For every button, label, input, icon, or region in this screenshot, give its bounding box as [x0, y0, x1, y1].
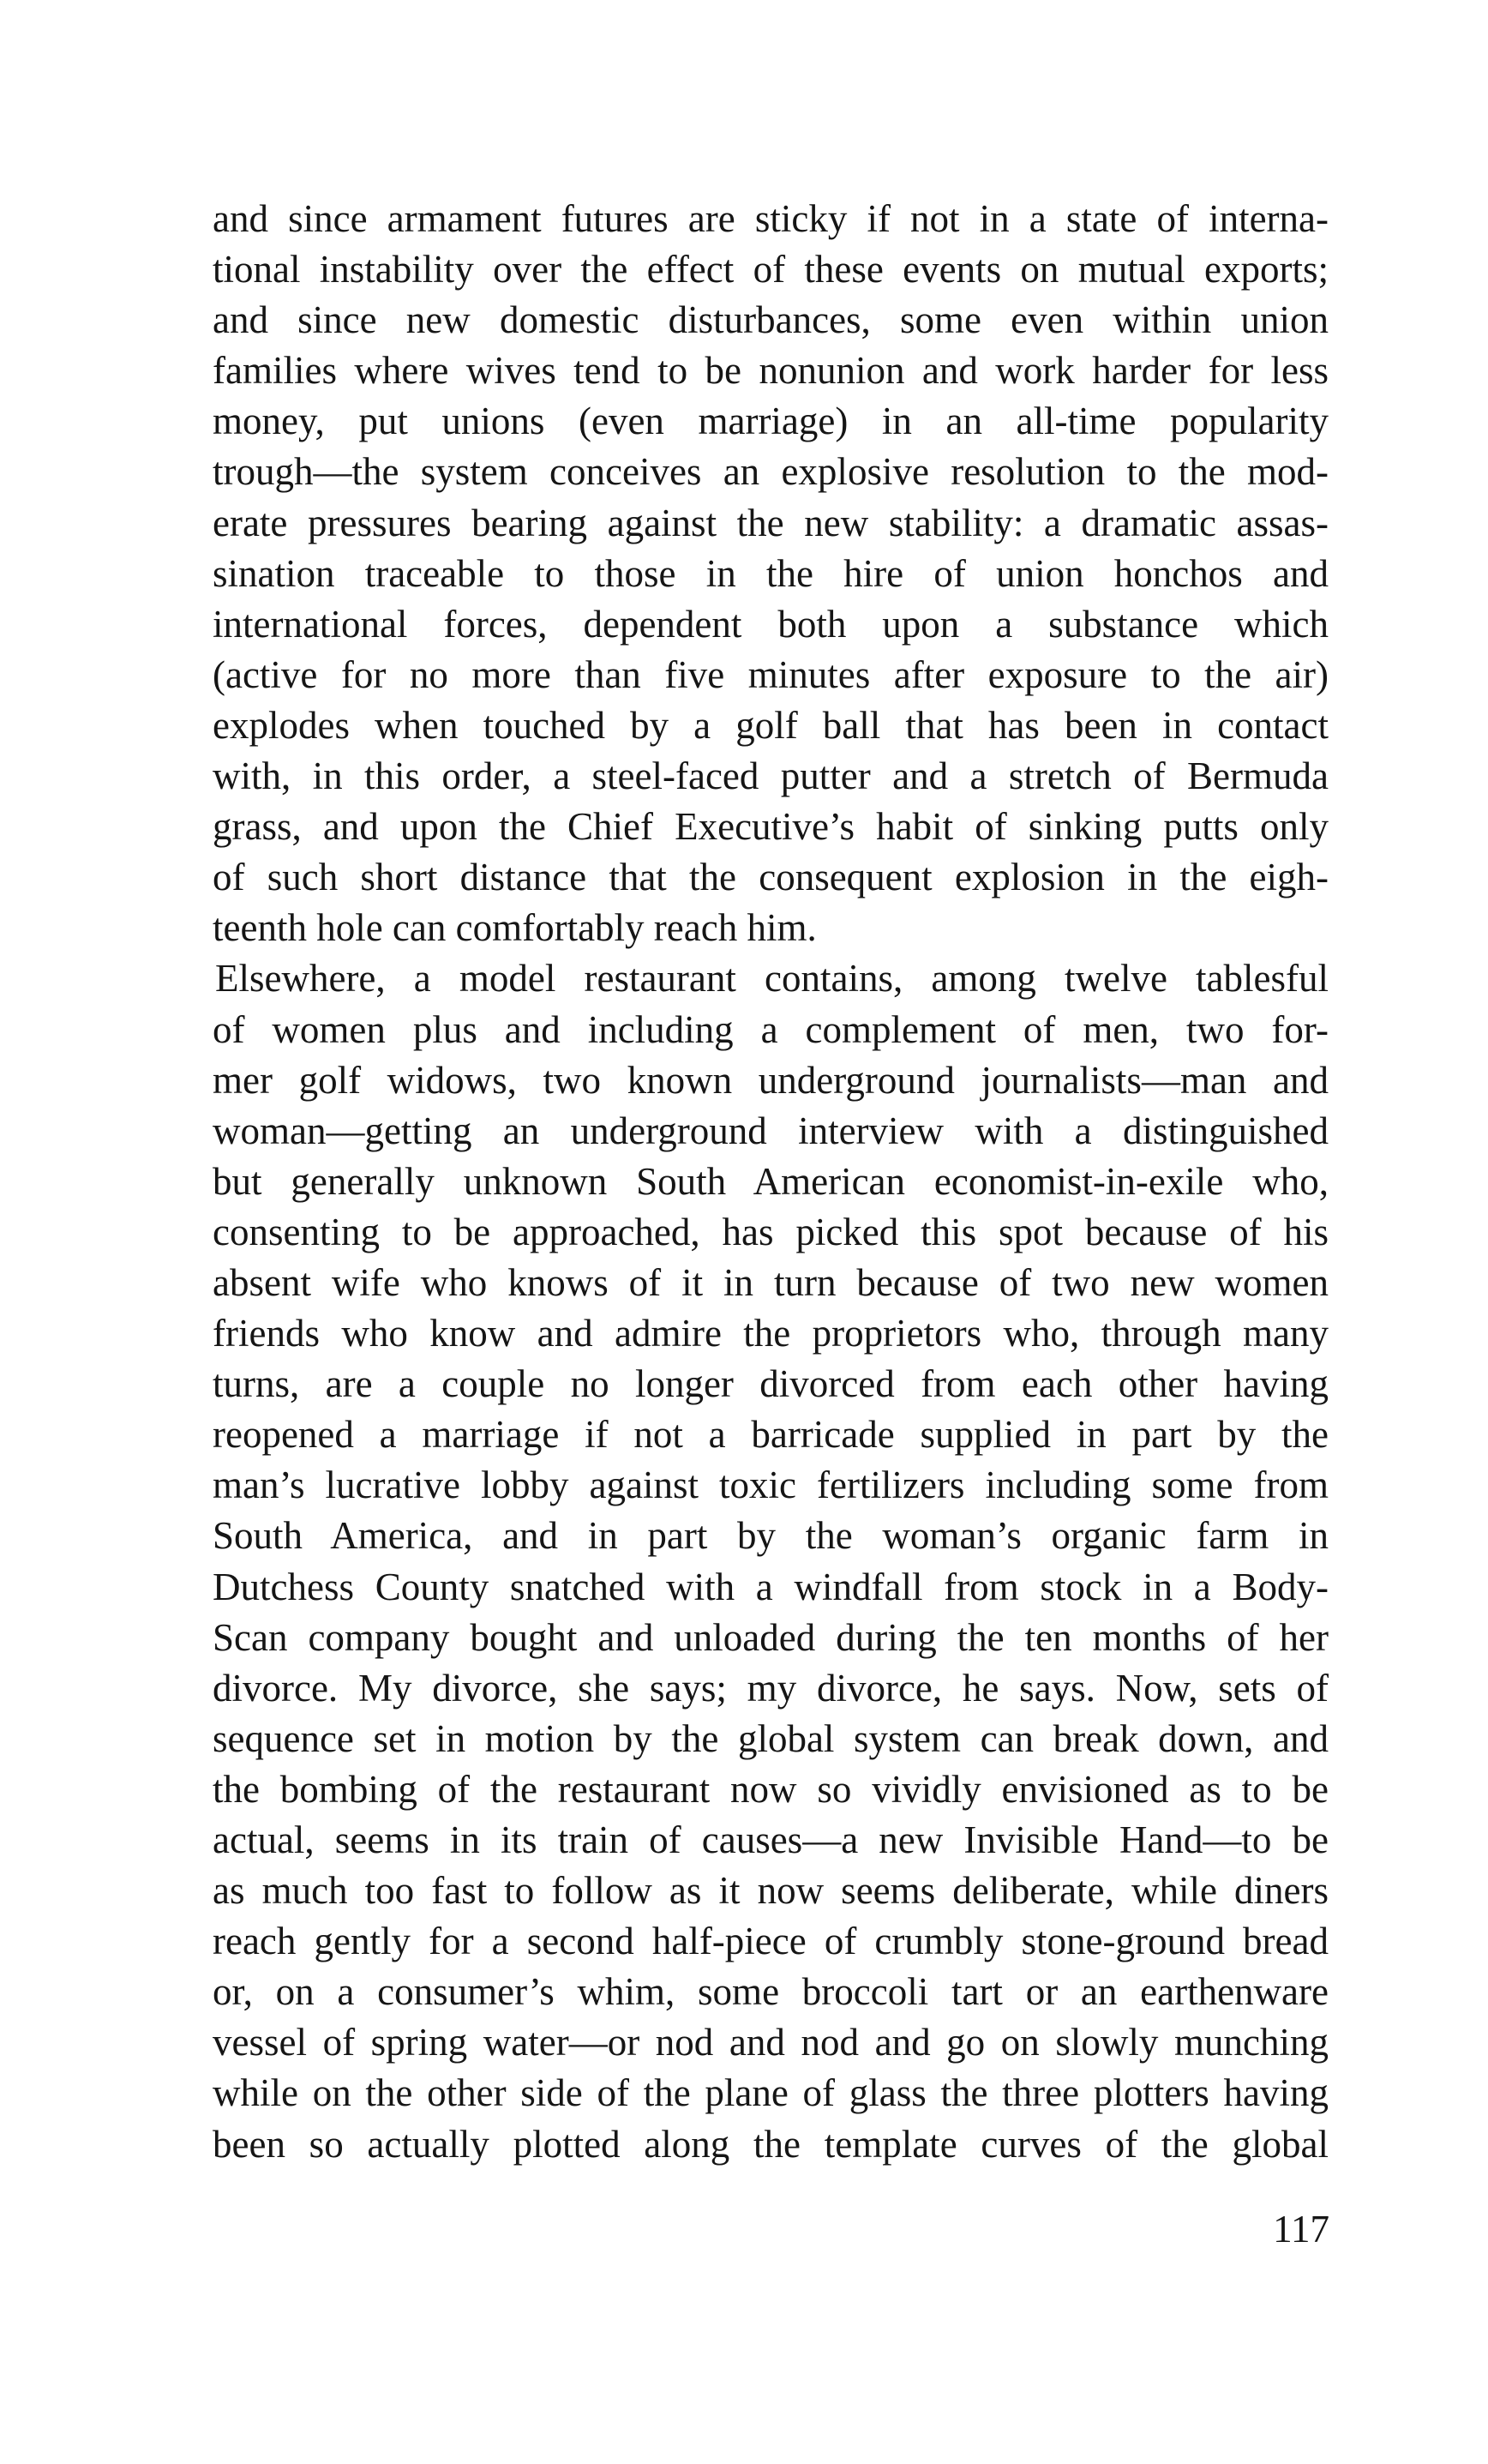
text-line-paragraph-start: Elsewhere, a model restaurant contains, among twelve tablesful: [215, 957, 1329, 1001]
text-line: and since new domestic disturbances, some even within union: [213, 298, 1329, 342]
text-line: but generally unknown South American economist-in-exile who,: [213, 1159, 1329, 1203]
text-line: mer golf widows, two known underground journalists—man and: [213, 1058, 1329, 1102]
text-line: trough—the system conceives an explosive resolution to the mod-: [213, 450, 1329, 494]
text-line: of women plus and including a complement of men, two for-: [213, 1007, 1329, 1051]
text-line: explodes when touched by a golf ball that has been in contact: [213, 703, 1329, 747]
text-line: as much too fast to follow as it now seems deliberate, while diners: [213, 1869, 1329, 1913]
text-line: been so actually plotted along the template curves of the global: [213, 2122, 1329, 2166]
text-line: reopened a marriage if not a barricade supplied in part by the: [213, 1413, 1329, 1457]
text-line: vessel of spring water—or nod and nod and go on slowly munching: [213, 2021, 1329, 2064]
text-line: or, on a consumer’s whim, some broccoli tart or an earthenware: [213, 1970, 1329, 2014]
text-line: (active for no more than five minutes after exposure to the air): [213, 652, 1329, 696]
text-line: families where wives tend to be nonunion and work harder for less: [213, 349, 1329, 393]
text-line: Dutchess County snatched with a windfall from stock in a Body-: [213, 1565, 1329, 1608]
text-line: international forces, dependent both upon a substance which: [213, 602, 1329, 646]
text-line: with, in this order, a steel-faced putter and a stretch of Bermuda: [213, 754, 1329, 798]
text-line: of such short distance that the consequent explosion in the eigh-: [213, 856, 1329, 899]
body-text: [213, 194, 1329, 2170]
text-line: absent wife who knows of it in turn because of two new women: [213, 1260, 1329, 1304]
text-line-paragraph-end: teenth hole can comfortably reach him.: [213, 906, 817, 950]
text-line: woman—getting an underground interview with a distinguished: [213, 1109, 1329, 1152]
text-line: tional instability over the effect of these events on mutual exports;: [213, 248, 1329, 291]
text-line: man’s lucrative lobby against toxic fertilizers including some from: [213, 1463, 1329, 1507]
text-line: and since armament futures are sticky if not in a state of interna-: [213, 197, 1329, 240]
text-line: Scan company bought and unloaded during the ten months of her: [213, 1615, 1329, 1659]
text-line: while on the other side of the plane of glass the three plotters having: [213, 2071, 1329, 2115]
text-line: divorce. My divorce, she says; my divorce, he says. Now, sets of: [213, 1666, 1329, 1710]
text-line: sequence set in motion by the global system can break down, and: [213, 1716, 1329, 1760]
text-line: actual, seems in its train of causes—a new Invisible Hand—to be: [213, 1818, 1329, 1861]
text-line: friends who know and admire the proprietors who, through many: [213, 1312, 1329, 1355]
page-number: 117: [1273, 2208, 1329, 2251]
text-line: the bombing of the restaurant now so vividly envisioned as to be: [213, 1767, 1329, 1811]
text-line: turns, are a couple no longer divorced from each other having: [213, 1362, 1329, 1406]
text-line: consenting to be approached, has picked this spot because of his: [213, 1210, 1329, 1253]
text-line: money, put unions (even marriage) in an all-time popularity: [213, 400, 1329, 443]
text-line: grass, and upon the Chief Executive’s habit of sinking putts only: [213, 805, 1329, 849]
text-line: sination traceable to those in the hire of union honchos and: [213, 551, 1329, 595]
text-line: reach gently for a second half-piece of crumbly stone-ground bread: [213, 1920, 1329, 1963]
text-line: South America, and in part by the woman’s organic farm in: [213, 1514, 1329, 1558]
text-line: erate pressures bearing against the new stability: a dramatic assas-: [213, 501, 1329, 544]
